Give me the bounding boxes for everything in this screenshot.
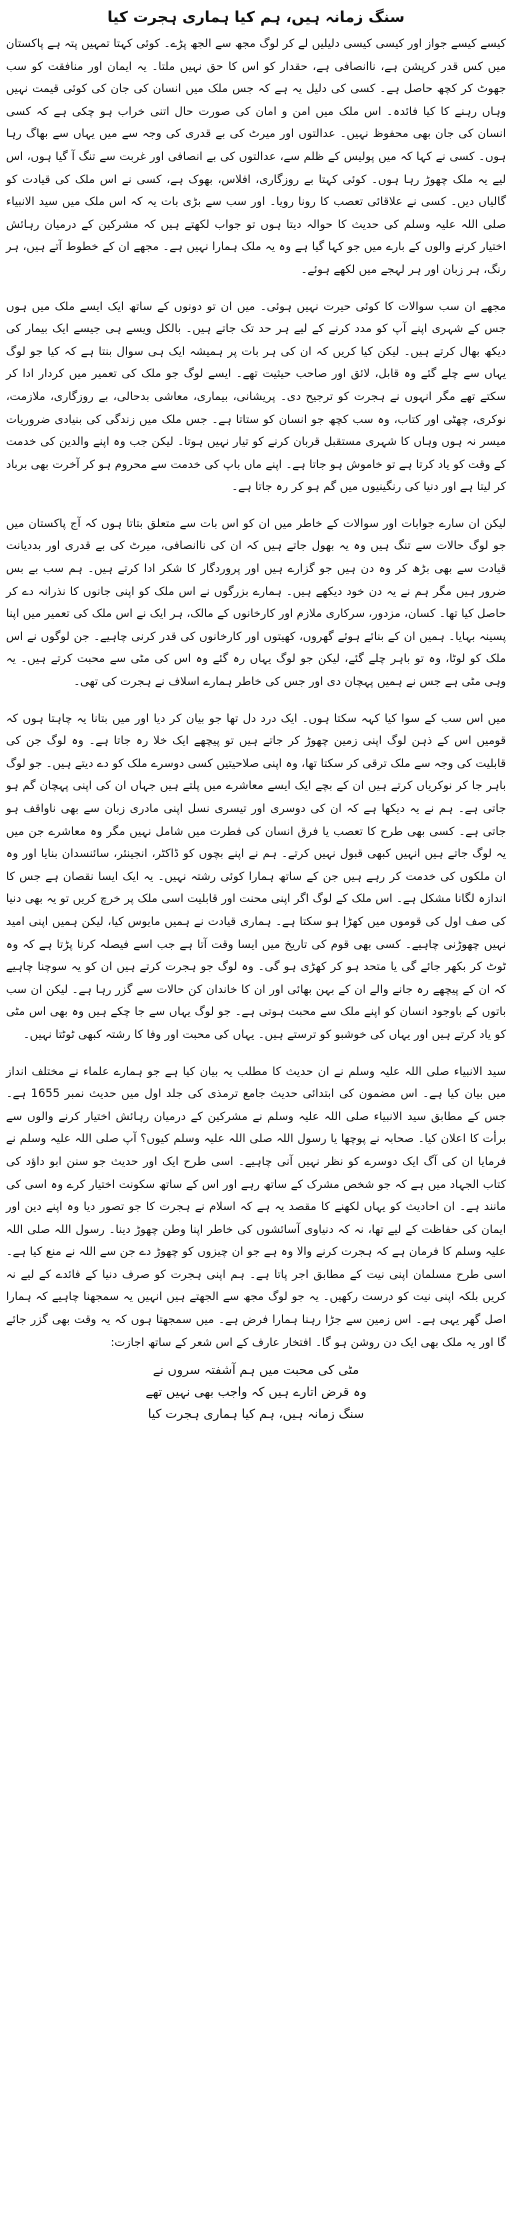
article-paragraph-3: لیکن ان سارے جوابات اور سوالات کے خاطر میں ان کو اس بات سے متعلق بتاتا ہوں کہ آج پاکستان میں جو لوگ حالات سے تنگ ہیں وہ یہ بھول جاتے ہیں کہ ان کی ناانصافی، میرٹ کی بے قدری اور بددیانت قیادت سے بھی بڑھ کر وہ دن ہیں جو گزارے ہیں اور پروردگار کا شکر ادا کرتے ہیں۔ ہم سب بے بس ضرور ہیں مگر ہم نے یہ دن خود دیکھے ہیں۔ ہمارے بزرگوں نے اس ملک کو اپنی جانوں کا نذرانہ دے کر حاصل کیا تھا۔ کسان، مزدور، سرکاری ملازم اور کارخانوں کے مالک، ہر ایک نے اس ملک کی تعمیر میں اپنا پسینہ بہایا۔ ہمیں ان کے بنائے ہوئے گھروں، کھیتوں اور کارخانوں کی قدر کرنی چاہیے۔ جن لوگوں نے اس ملک کو لوٹا، وہ تو باہر چلے گئے، لیکن جو لوگ یہاں رہ گئے وہ اس کی مٹی سے محبت کرتے ہیں۔ یہ وہی مٹی ہے جس نے ہمیں پہچان دی اور جس کی خاطر ہمارے اسلاف نے ہجرت کی تھی۔ — [6, 515, 506, 689]
article-paragraph-5: سید الانبیاء صلی اللہ علیہ وسلم نے ان حدیث کا مطلب یہ بیان کیا ہے جو ہمارے علماء نے مختلف انداز میں بیان کیا ہے۔ اس مضمون کی ابتدائی حدیث جامع ترمذی کی جلد اول میں حدیث نمبر 1655 ہے۔ جس کے مطابق سید الانبیاء صلی اللہ علیہ وسلم نے مشرکین کے درمیان رہائش اختیار کرنے والوں سے برأت کا اعلان کیا۔ صحابہ نے پوچھا یا رسول اللہ صلی اللہ علیہ وسلم کیوں؟ آپ صلی اللہ علیہ وسلم نے فرمایا ان کی آگ ایک دوسرے کو نظر نہیں آنی چاہیے۔ اسی طرح ایک اور حدیث جو سنن ابو داؤد کی کتاب الجہاد میں ہے کہ جو شخص مشرک کے ساتھ رہے اور اس کے ساتھ سکونت اختیار کرے وہ اسی کی مانند ہے۔ ان احادیث کو یہاں لکھنے کا مقصد یہ ہے کہ اسلام نے ہجرت کا جو تصور دیا وہ اپنے دین اور ایمان کی حفاظت کے لیے تھا، نہ کہ دنیاوی آسائشوں کی خاطر اپنا وطن چھوڑ دینا۔ رسول اللہ صلی اللہ علیہ وسلم کا فرمان ہے کہ ہجرت کرنے والا وہ ہے جو ان چیزوں کو چھوڑ دے جن سے اللہ نے منع کیا ہے۔ اسی طرح مسلمان اپنی نیت کے مطابق اجر پاتا ہے۔ ہم اپنی ہجرت کو صرف دنیا کے فائدے کے لیے نہ کریں بلکہ اپنی نیت کو درست رکھیں۔ یہ جو لوگ مجھ سے الجھتے ہیں انہیں یہ سمجھنا چاہیے کہ ہمارا اصل گھر یہی ہے۔ اس زمین سے جڑا رہنا ہمارا فرض ہے۔ میں سمجھتا ہوں کہ یہ وقت بھی گزر جائے گا اور یہ ملک بھی ایک دن روشن ہو گا۔ افتخار عارف کے اس شعر کے ساتھ اجازت: — [6, 1063, 506, 1349]
article-paragraph-2: مجھے ان سب سوالات کا کوئی حیرت نہیں ہوئی۔ میں ان تو دونوں کے ساتھ ایک ایسے ملک میں ہوں جس کے شہری اپنے آپ کو مدد کرنے کے لیے ہر حد تک جاتے ہیں۔ بالکل ویسے ہی جیسے ایک بیمار کی دیکھ بھال کرتے ہیں۔ لیکن کیا کریں کہ ان کی ہر بات پر ہمیشہ ایک ہی سوال بنتا ہے کہ کیا جو لوگ یہاں سے چلے گئے وہ قابل، لائق اور صاحب حیثیت تھے۔ ایسے لوگ جو ملک کی تعمیر میں کردار ادا کر سکتے تھے مگر انہوں نے ہجرت کو ترجیح دی۔ پریشانی، بیماری، معاشی بدحالی، بے روزگاری، ملازمت، نوکری، چھٹی اور کتاب، وہ سب کچھ جو انسان کو ستاتا ہے۔ جس ملک میں زندگی کی بنیادی ضروریات میسر نہ ہوں وہاں کا شہری مستقبل قربان کرنے کو تیار نہیں ہوتا۔ لیکن جب وہ اپنے والدین کی خدمت کے وقت کو یاد کرتا ہے تو خاموش ہو جاتا ہے۔ اپنے ماں باپ کی خدمت سے محروم ہو کر آخرت بھی برباد کر لیتا ہے اور دنیا کی رنگینیوں میں گم ہو کر رہ جاتا ہے۔ — [6, 298, 506, 494]
verse-line: وہ قرض اتارے ہیں کہ واجب بھی نہیں تھے — [145, 1384, 367, 1400]
verse-line: مٹی کی محبت میں ہم آشفتہ سروں نے — [152, 1362, 360, 1378]
closing-verse — [6, 1359, 506, 1425]
verse-line: سنگ زمانہ ہیں، ہم کیا ہماری ہجرت کیا — [147, 1406, 365, 1422]
article-body — [6, 32, 506, 1353]
article-paragraph-4: میں اس سب کے سوا کیا کہہ سکتا ہوں۔ ایک درد دل تھا جو بیان کر دیا اور میں بتانا یہ چاہتا ہوں کہ قومیں اس کے ذہن لوگ اپنی زمین چھوڑ کر جاتے ہیں تو پیچھے ایک خلا رہ جاتا ہے۔ وہ لوگ جن کی قابلیت کی وجہ سے ملک ترقی کر سکتا تھا، وہ اپنی صلاحیتیں کسی دوسرے ملک کو دے دیتے ہیں۔ جو لوگ باہر جا کر نوکریاں کرتے ہیں ان کے بچے ایک ایسے معاشرے میں پلتے ہیں جہاں ان کی اپنی پہچان گم ہو جاتی ہے۔ ہم نے یہ دیکھا ہے کہ ان کی دوسری اور تیسری نسل اپنی مادری زبان سے بھی ناواقف ہو جاتی ہے۔ کسی بھی طرح کا تعصب یا فرق انسان کی فطرت میں شامل نہیں مگر وہ معاشرے جن میں یہ لوگ جاتے ہیں انہیں کبھی قبول نہیں کرتے۔ ہم نے اپنے بچوں کو ڈاکٹر، انجینئر، سائنسدان بنایا اور وہ ان ملکوں کی خدمت کر رہے ہیں جن کے ساتھ ہمارا کوئی رشتہ نہیں۔ یہ ایک ایسا نقصان ہے جس کا اندازہ لگانا مشکل ہے۔ اس ملک کے لوگ اگر اپنی محنت اور قابلیت اسی ملک پر خرچ کریں تو یہ بھی دنیا کی صف اول کی قوموں میں کھڑا ہو سکتا ہے۔ ہماری قیادت نے ہمیں مایوس کیا، لیکن ہمیں اپنی امید نہیں چھوڑنی چاہیے۔ کسی بھی قوم کی تاریخ میں ایسا وقت آتا ہے جب اسے فیصلہ کرنا پڑتا ہے کہ وہ ٹوٹ کر بکھر جائے گی یا متحد ہو کر کھڑی ہو گی۔ وہ لوگ جو ہجرت کرتے ہیں ان کو یہ سوچنا چاہیے کہ ان کے پیچھے رہ جانے والے ان کے بہن بھائی اور ان کا خاندان کن حالات سے گزر رہا ہے۔ لیکن ان سب باتوں کے باوجود انسان کو اپنے ملک سے محبت ہوتی ہے۔ جو لوگ یہاں سے جا چکے ہیں وہ بھی اس مٹی کو یاد کرتے ہیں اور یہاں کی خوشبو کو ترستے ہیں۔ یہاں کی محبت اور وفا کا رشتہ کبھی ٹوٹتا نہیں۔ — [6, 710, 506, 1041]
article-paragraph-1: کیسے کیسے جواز اور کیسی کیسی دلیلیں لے کر لوگ مجھ سے الجھ پڑے۔ کوئی کہتا تمہیں پتہ ہے پاکستان میں کس قدر کرپشن ہے، ناانصافی ہے، حقدار کو اس کا حق نہیں ملتا۔ یہ ایمان اور منافقت کو سب جھوٹ کر کچھ حاصل ہے۔ کسی کی دلیل یہ ہے کہ جس ملک میں انسان کی جان کی کوئی قیمت نہیں وہاں رہنے کا کیا فائدہ۔ اس ملک میں امن و امان کی صورت حال اتنی خراب ہو چکی ہے کہ کسی انسان کی جان بھی محفوظ نہیں۔ عدالتوں اور میرٹ کی بے قدری کی وجہ سے میں یہاں سے بھاگ رہا ہوں۔ کسی نے کہا کہ میں پولیس کے ظلم سے، عدالتوں کی بے انصافی اور غربت سے تنگ آ گیا ہوں، اس لیے یہ ملک چھوڑ رہا ہوں۔ کوئی کہتا بے روزگاری، افلاس، بھوک ہے، کسی نے اس ملک کی قیادت کو گالیاں دیں۔ کسی نے علاقائی تعصب کا رونا رویا۔ اور سب سے بڑی بات یہ کہ اس ملک میں سید الانبیاء صلی اللہ علیہ وسلم کی حدیث کا حوالہ دیتا ہوں تو جواب لکھتے ہیں کہ مشرکین کے درمیان رہائش اختیار کرنے والوں کے بارے میں جو کہا گیا ہے وہ یہ ملک ہمارا نہیں ہے۔ مجھے ان کے خطوط آتے ہیں، ہر رنگ، ہر زبان اور ہر لہجے میں لکھے ہوئے۔ — [6, 36, 506, 276]
article-headline: سنگ زمانہ ہیں، ہم کیا ہماری ہجرت کیا — [107, 8, 405, 26]
